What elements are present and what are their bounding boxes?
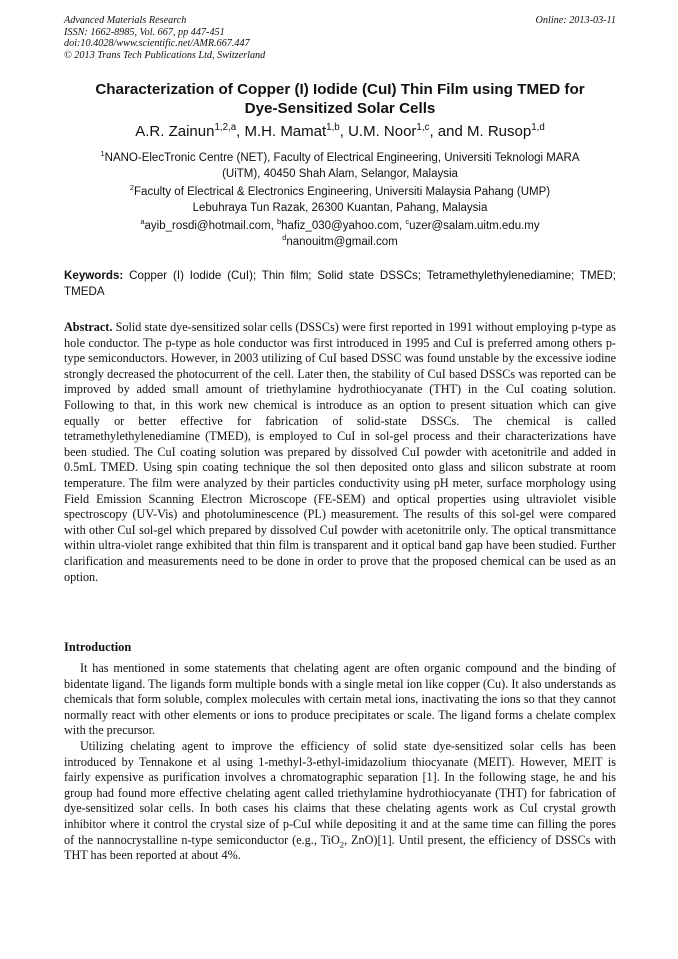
keywords-label: Keywords:	[64, 269, 124, 282]
keywords-section	[64, 268, 616, 300]
introduction-paragraph: It has mentioned in some statements that chelating agent are often organic compound and the binding of bidentate ligand. The ligands form multiple bonds with a single metal ion like copper (Cu). It also understands as chemicals that form soluble, complex molecules with certain metal ions, inactivating the ions so that they cannot normally react with other elements or ions to produce precipitates or scale. The ligand forms a chelate complex with the precursor.	[64, 661, 616, 738]
affiliation-1	[64, 150, 616, 182]
paragraph-text: Utilizing chelating agent to improve the efficiency of solid state dye-sensitized solar cells has been introduced by Tennakone et al using 1-methyl-3-ethyl-imidazolium thiocyanate (MEIT). However, MEIT is fairly expensive as purification involves a chromatographic separation [1]. In the following stage, he and his group had found more effective chelating agent called triethylamine hydrothiocyanate (THT) for fabrication of dye-sensitized solar cells. In both cases his claims that these chelating agents work as CuI crystal growth inhibitor where it control the crystal size of p-CuI while depositing it and at the same time can filling the pores of the nannocrystalline n-type semiconductor (e.g., TiO	[64, 738, 616, 847]
journal-doi: doi:10.4028/www.scientific.net/AMR.667.447	[64, 38, 250, 50]
abstract-text: Solid state dye-sensitized solar cells (DSSCs) were first reported in 1991 without employing p-type as hole conductor. The p-type as hole conductor was first introduced in 1995 and CuI is preferred among others p-type semiconductors. However, in 2003 utilizing of CuI based DSSC was found unstable by the excessive iodine strongly decreased the photocurrent of the cell. Later then, the stability of CuI based DSSCs was reported can be improved by added small amount of triethylamine hydrothiocyanate (THT) in the CuI coating solution. Following to that, in this work new chemical is introduce as an option to present situation which can give equally or better effective for fabrication of solid-state DSSCs. The chemical is called tetramethylethylenediamine (TMED), is employed to CuI in sol-gel process and their characterizations have been studied. The CuI coating solution was prepared by dissolved CuI powder with acetonitrile and added in 0.5mL TMED. Using spin coating technique the sol then deposited onto glass and silicon substrate at room temperature. The film were analyzed by their particles conductivity using pH meter, surface morphology using Field Emission Scanning Electron Microscope (FE-SEM) and optical properties using ultraviolet visible spectroscopy (UV-Vis) and photoluminescence (PL) measurement. The results of this sol-gel were compared with other CuI sol-gel which prepared by dissolved CuI powder with acetonitrile only. The optical transmittance within ultra-violet range exhibited that thin film is transparent and it optical band gap have been studied. Further clarification and measurements need to be done in order to prove that the proposed chemical can be used as an option.	[64, 320, 616, 584]
introduction-section	[64, 661, 616, 864]
email-marker: d	[282, 232, 287, 242]
affiliation-marker: 2	[129, 183, 135, 193]
author-emails: $^a$ayib_rosdi@hotmail.com, $^b$hafiz_030@yahoo.com, $^c$uzer@salam.uitm.edu.my $^d$nanouitm@gmail.com	[140, 217, 540, 248]
author-name: M.H. Mamat	[244, 123, 327, 140]
author-name: M. Rusop	[466, 123, 532, 140]
introduction-paragraph	[64, 739, 616, 864]
paper-title	[64, 80, 616, 118]
journal-issn: ISSN: 1662-8985, Vol. 667, pp 447-451	[64, 26, 225, 38]
affiliation-line: NANO-ElecTronic Centre (NET), Faculty of Electrical Engineering, Universiti Teknologi MARA	[104, 152, 580, 164]
email-link[interactable]: ayib_rosdi@hotmail.com	[144, 220, 271, 232]
email-link[interactable]: hafiz_030@yahoo.com	[281, 220, 399, 232]
email-marker: a	[140, 217, 145, 227]
online-date: Online: 2013-03-11	[535, 15, 616, 26]
journal-header	[64, 15, 616, 61]
email-link[interactable]: uzer@salam.uitm.edu.my	[409, 220, 540, 232]
abstract-section	[64, 320, 616, 585]
email-marker: b	[276, 217, 282, 227]
journal-name: Advanced Materials Research	[64, 15, 187, 26]
paper-title-line-2: Dye-Sensitized Solar Cells	[244, 100, 436, 117]
author-list: A.R. Zainun$^{1,2,a}$, M.H. Mamat$^{1,b}$, U.M. Noor$^{1,c}$, and M. Rusop$^{1,d}$	[135, 122, 545, 140]
author-conjunction: and	[437, 123, 463, 140]
email-marker: c	[405, 217, 410, 227]
author-affiliation-marker: 1,d	[531, 122, 545, 133]
paper-title-line-1: Characterization of Copper (I) Iodide (CuI) Thin Film using TMED for	[95, 81, 585, 98]
affiliation-line: Lebuhraya Tun Razak, 26300 Kuantan, Pahang, Malaysia	[192, 202, 488, 214]
journal-copyright: © 2013 Trans Tech Publications Ltd, Switzerland	[64, 49, 266, 61]
author-affiliation-marker: 1,2,a	[214, 122, 237, 133]
author-affiliation-marker: 1,c	[416, 122, 430, 133]
author-name: A.R. Zainun	[135, 123, 215, 140]
email-link[interactable]: nanouitm@gmail.com	[286, 235, 398, 248]
affiliation-line: Faculty of Electrical & Electronics Engineering, Universiti Malaysia Pahang (UMP)	[134, 186, 551, 198]
affiliation-line: (UiTM), 40450 Shah Alam, Selangor, Malaysia	[222, 168, 458, 180]
affiliation-marker: 1	[100, 149, 105, 159]
abstract-label: Abstract.	[64, 320, 113, 334]
author-name: U.M. Noor	[348, 123, 417, 140]
keywords-text: Copper (I) Iodide (CuI); Thin film; Solid state DSSCs; Tetramethylethylenediamine; TMED; TMEDA	[64, 269, 616, 298]
introduction-heading: Introduction	[64, 640, 132, 654]
affiliation-2	[64, 184, 616, 216]
paragraph-text: , ZnO)[1]. Until present, the efficiency of DSSCs with THT has been reported at about 4%.	[64, 832, 616, 863]
author-affiliation-marker: 1,b	[326, 122, 340, 133]
subscript: 2	[339, 838, 345, 849]
